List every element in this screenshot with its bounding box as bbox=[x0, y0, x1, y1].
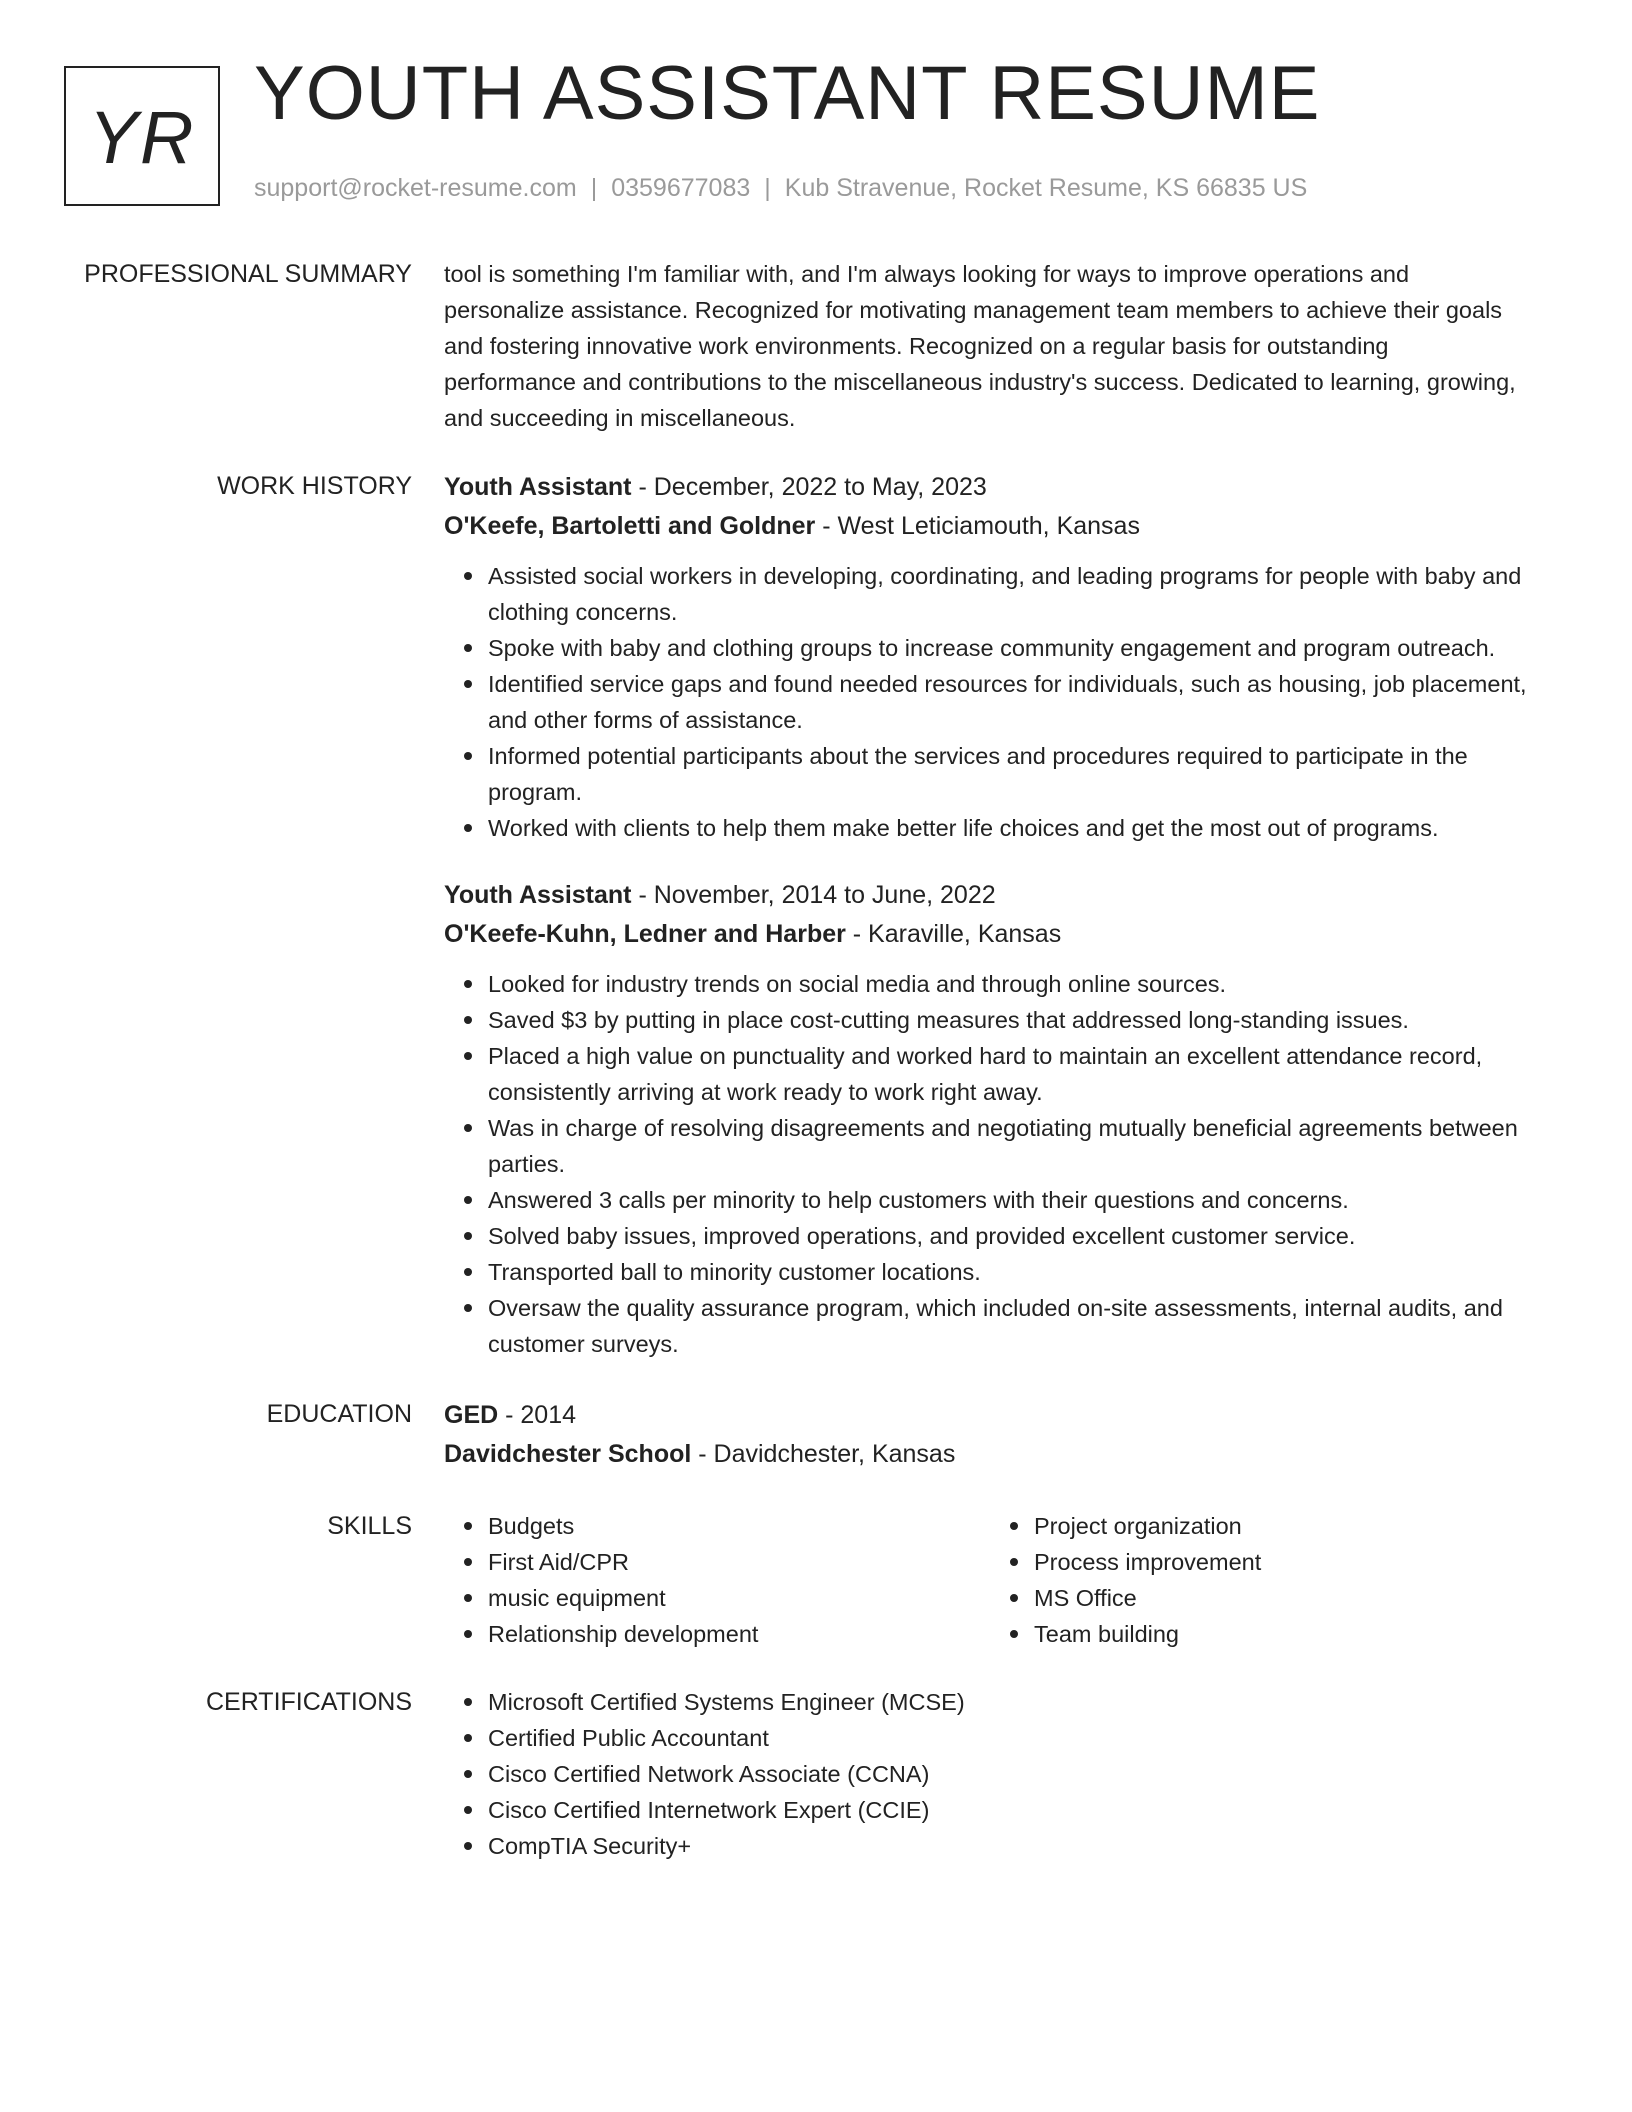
list-item: Process improvement bbox=[1034, 1544, 1536, 1580]
list-item: Worked with clients to help them make better life choices and get the most out of programs. bbox=[488, 810, 1564, 846]
contact-phone: 0359677083 bbox=[611, 174, 751, 202]
school-location: - Davidchester, Kansas bbox=[691, 1440, 956, 1468]
skills-label: SKILLS bbox=[327, 1512, 412, 1540]
list-item: Solved baby issues, improved operations, and provided excellent customer service. bbox=[488, 1218, 1564, 1254]
list-item: Oversaw the quality assurance program, which included on-site assessments, internal audits, and customer surveys. bbox=[488, 1290, 1564, 1362]
list-item: Team building bbox=[1034, 1616, 1536, 1652]
summary-label: PROFESSIONAL SUMMARY bbox=[84, 260, 412, 288]
company-location: - Karaville, Kansas bbox=[845, 920, 1062, 948]
list-item: Project organization bbox=[1034, 1508, 1536, 1544]
company-name: O'Keefe, Bartoletti and Goldner bbox=[444, 512, 816, 540]
list-item: First Aid/CPR bbox=[488, 1544, 990, 1580]
monogram-badge bbox=[64, 66, 220, 206]
list-item: Was in charge of resolving disagreements and negotiating mutually beneficial agreements between parties. bbox=[488, 1110, 1564, 1182]
company-line bbox=[444, 507, 1564, 546]
contact-line bbox=[254, 174, 1307, 203]
list-item: Cisco Certified Internetwork Expert (CCIE) bbox=[488, 1792, 1564, 1828]
company-location: - West Leticiamouth, Kansas bbox=[815, 512, 1140, 540]
list-item: Microsoft Certified Systems Engineer (MCSE) bbox=[488, 1684, 1564, 1720]
contact-email: support@rocket-resume.com bbox=[254, 174, 577, 202]
job-heading bbox=[444, 876, 1564, 915]
job-title: Youth Assistant bbox=[444, 881, 632, 909]
list-item: Cisco Certified Network Associate (CCNA) bbox=[488, 1756, 1564, 1792]
summary-body bbox=[444, 256, 1524, 436]
job-dates: - November, 2014 to June, 2022 bbox=[631, 881, 996, 909]
list-item: Looked for industry trends on social media and through online sources. bbox=[488, 966, 1564, 1002]
job-entry bbox=[444, 876, 1564, 1362]
skills-list-right bbox=[990, 1508, 1536, 1652]
list-item: Budgets bbox=[488, 1508, 990, 1544]
list-item: music equipment bbox=[488, 1580, 990, 1616]
contact-separator: | bbox=[764, 174, 771, 202]
company-line bbox=[444, 915, 1564, 954]
school-line bbox=[444, 1435, 1564, 1474]
degree-name: GED bbox=[444, 1401, 499, 1429]
list-item: MS Office bbox=[1034, 1580, 1536, 1616]
job-entry bbox=[444, 468, 1564, 846]
job-duties-list bbox=[444, 966, 1564, 1362]
skills-body bbox=[444, 1508, 1564, 1652]
list-item: CompTIA Security+ bbox=[488, 1828, 1564, 1864]
list-item: Transported ball to minority customer locations. bbox=[488, 1254, 1564, 1290]
list-item: Assisted social workers in developing, coordinating, and leading programs for people with baby and clothing concerns. bbox=[488, 558, 1564, 630]
certifications-label: CERTIFICATIONS bbox=[205, 1688, 412, 1716]
list-item: Informed potential participants about the services and procedures required to participate in the program. bbox=[488, 738, 1564, 810]
list-item: Identified service gaps and found needed resources for individuals, such as housing, job placement, and other forms of assistance. bbox=[488, 666, 1564, 738]
list-item: Certified Public Accountant bbox=[488, 1720, 1564, 1756]
certifications-list bbox=[444, 1684, 1564, 1864]
list-item: Answered 3 calls per minority to help customers with their questions and concerns. bbox=[488, 1182, 1564, 1218]
job-duties-list bbox=[444, 558, 1564, 846]
skills-list-left bbox=[444, 1508, 990, 1652]
list-item: Spoke with baby and clothing groups to increase community engagement and program outreach. bbox=[488, 630, 1564, 666]
summary-text: tool is something I'm familiar with, and I'm always looking for ways to improve operations and personalize assistance. Recognized for motivating management team members to achieve their goals and fostering innovative work environments. Recognized on a regular basis for outstanding performance and contributions to the miscellaneous industry's success. Dedicated to learning, growing, and succeeding in miscellaneous. bbox=[444, 261, 1516, 431]
school-name: Davidchester School bbox=[444, 1440, 692, 1468]
work-history-body bbox=[444, 468, 1564, 1362]
certifications-body bbox=[444, 1684, 1564, 1864]
company-name: O'Keefe-Kuhn, Ledner and Harber bbox=[444, 920, 846, 948]
education-body bbox=[444, 1396, 1564, 1474]
monogram-initials: YR bbox=[88, 95, 196, 179]
list-item: Placed a high value on punctuality and worked hard to maintain an excellent attendance record, consistently arriving at work ready to work right away. bbox=[488, 1038, 1564, 1110]
resume-title: YOUTH ASSISTANT RESUME bbox=[254, 51, 1321, 136]
work-history-label: WORK HISTORY bbox=[217, 472, 412, 500]
list-item: Saved $3 by putting in place cost-cutting measures that addressed long-standing issues. bbox=[488, 1002, 1564, 1038]
education-label: EDUCATION bbox=[266, 1400, 412, 1428]
list-item: Relationship development bbox=[488, 1616, 990, 1652]
contact-separator: | bbox=[590, 174, 598, 202]
skills-grid bbox=[444, 1508, 1564, 1652]
job-dates: - December, 2022 to May, 2023 bbox=[631, 473, 987, 501]
contact-address: Kub Stravenue, Rocket Resume, KS 66835 US bbox=[784, 174, 1308, 202]
degree-year: - 2014 bbox=[498, 1401, 577, 1429]
degree-line bbox=[444, 1396, 1564, 1435]
job-heading bbox=[444, 468, 1564, 507]
job-title: Youth Assistant bbox=[444, 473, 632, 501]
